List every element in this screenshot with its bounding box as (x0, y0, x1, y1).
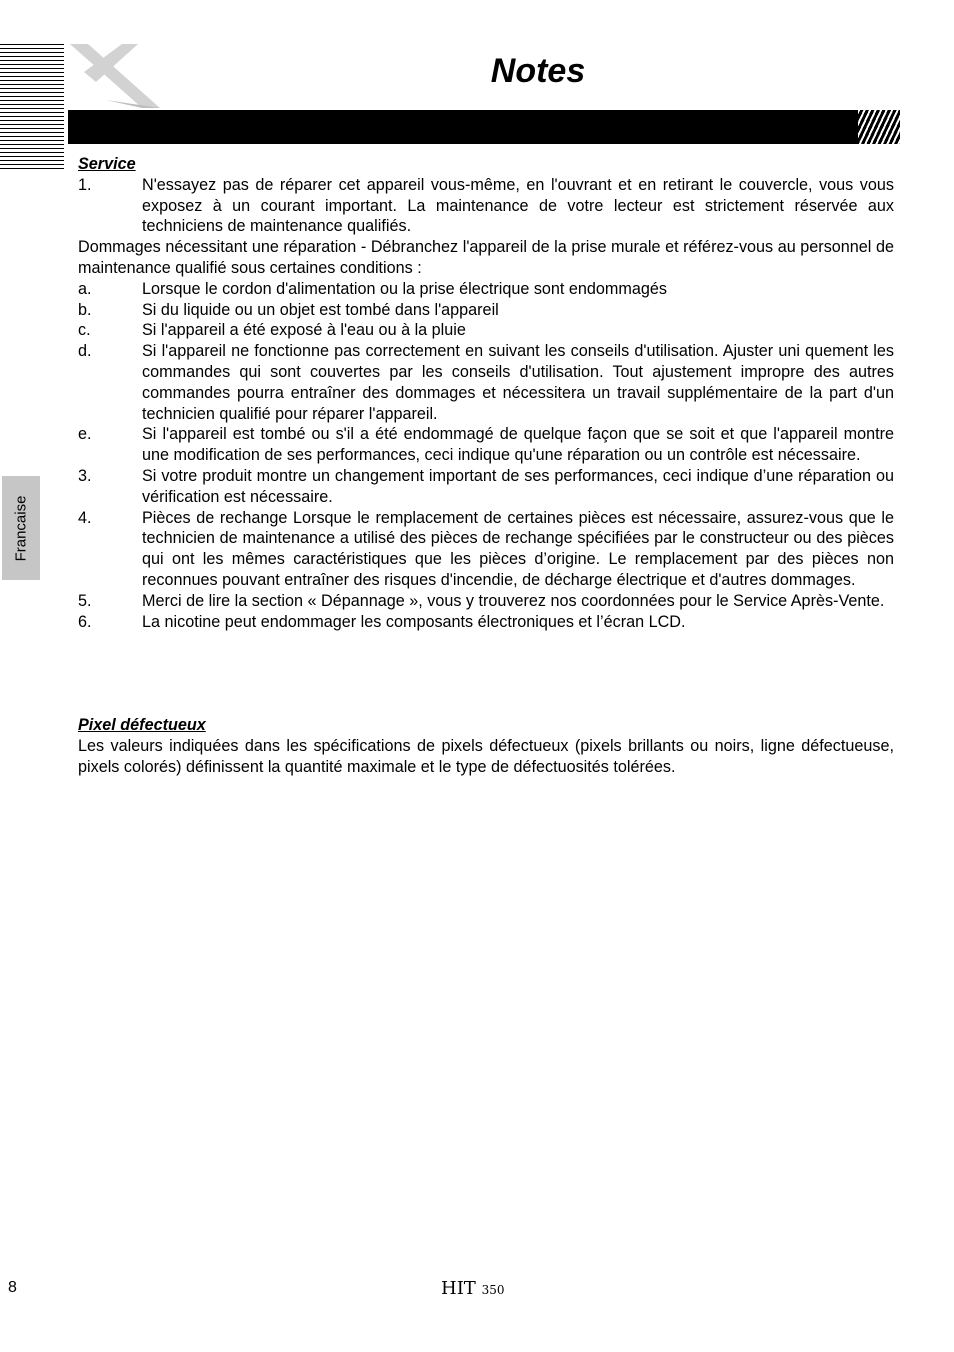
model-name (441, 1278, 504, 1299)
list-text: Si l'appareil a été exposé à l'eau ou à la pluie (142, 321, 466, 340)
page-number: 8 (8, 1279, 17, 1296)
page-title: Notes (490, 52, 586, 90)
list-marker: 4. (78, 508, 92, 527)
list-marker: 6. (78, 612, 92, 631)
pixel-heading: Pixel défectueux (78, 716, 206, 735)
list-item (78, 591, 894, 612)
service-heading: Service (78, 155, 136, 173)
header-bar (68, 110, 900, 144)
list-item (78, 466, 894, 508)
list-item (78, 279, 894, 300)
list-text: Si du liquide ou un objet est tombé dans l'appareil (142, 300, 499, 319)
list-marker: a. (78, 279, 92, 298)
list-item (78, 300, 894, 321)
section-gap (78, 632, 894, 715)
list-item (78, 341, 894, 424)
list-text: Merci de lire la section « Dépannage », vous y trouverez nos coordonnées pour le Service Après-Vente. (142, 591, 885, 610)
list-text: Lorsque le cordon d'alimentation ou la prise électrique sont endommagés (142, 279, 668, 298)
list-marker: 1. (78, 175, 92, 194)
list-marker: e. (78, 425, 92, 444)
list-marker: 3. (78, 466, 92, 485)
list-text: Si l'appareil est tombé ou s'il a été endommagé de quelque façon que se soit et que l'appareil montre une modification de ses performances, ceci indique qu'une réparation ou un contrôle est nécessaire. (142, 425, 894, 465)
list-text: Si votre produit montre un changement important de ses performances, ceci indique d’une réparation ou vérification est nécessaire. (142, 466, 894, 506)
list-text: N'essayez pas de réparer cet appareil vous-même, en l'ouvrant et en retirant le couvercle, vous vous exposez à un courant important. La maintenance de votre lecteur est strictement réservée aux techniciens de maintenance qualifiés. (142, 175, 894, 236)
list-item (78, 508, 894, 591)
model-number: 350 (481, 1283, 505, 1297)
content (78, 154, 894, 778)
list-item (78, 424, 894, 466)
list-marker: 5. (78, 591, 92, 610)
pixel-text: Les valeurs indiquées dans les spécifications de pixels défectueux (pixels brillants ou noirs, ligne défectueuse, pixels colorés) définissent la quantité maximale et le type de défectuosités tolérées. (78, 737, 894, 776)
list-text: Pièces de rechange Lorsque le remplacement de certaines pièces est nécessaire, assurez-vous que le technicien de maintenance a utilisé des pièces de rechange spécifiées par le constructeur ou des pièces qui ont les mêmes caractéristiques que les pièces d’origine. Le remplacement par des pièces non reconnues pouvant entraîner des risques d'incendie, de décharge électrique et d'autres dommages. (142, 508, 894, 589)
model-main: HIT (441, 1278, 476, 1299)
side-tab (2, 476, 40, 580)
list-text: La nicotine peut endommager les composants électroniques et l’écran LCD. (142, 612, 686, 631)
list-text: Si l'appareil ne fonctionne pas correctement en suivant les conseils d'utilisation. Ajuster uni quement les commandes qui sont couvertes par les conseils d'utilisation. Tout ajustement impropre des autres commandes pourra entraîner des dommages et nécessitera un travail supplémentaire de la part d'un technicien qualifié pour réparer l'appareil. (142, 342, 894, 423)
service-intro: Dommages nécessitant une réparation - Débranchez l'appareil de la prise murale et référez-vous au personnel de maintenance qualifié sous certaines conditions : (78, 238, 894, 277)
list-item (78, 320, 894, 341)
list-marker: c. (78, 321, 91, 340)
side-tab-label: Francaise (12, 495, 30, 561)
list-item (78, 175, 894, 237)
list-marker: b. (78, 300, 92, 319)
list-item (78, 612, 894, 633)
list-marker: d. (78, 342, 92, 361)
header-bar-dots (858, 110, 900, 144)
